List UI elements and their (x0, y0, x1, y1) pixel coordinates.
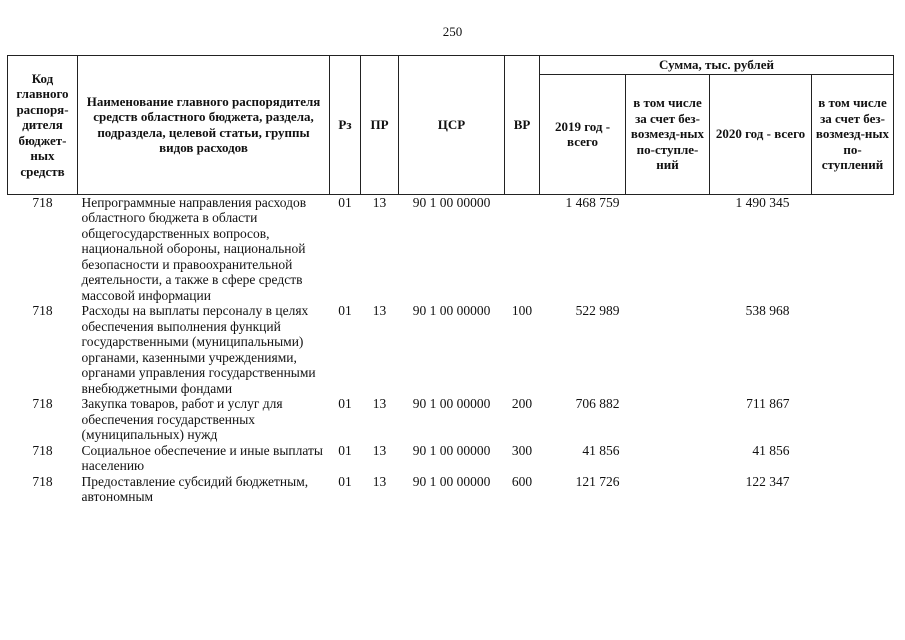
cell-vr: 200 (511, 396, 533, 411)
cell-rz: 01 (338, 303, 352, 318)
header-2019-free: в том числе за счет без-возмезд-ных по-ступле-ний (626, 74, 710, 194)
cell-sum-2020: 41 856 (752, 442, 790, 458)
cell-sum-2020: 711 867 (746, 396, 790, 411)
cell-pr: 13 (372, 396, 387, 411)
cell-rz: 01 (338, 396, 352, 411)
header-sum: Сумма, тыс. рублей (540, 56, 894, 75)
cell-csr: 90 1 00 00000 (412, 442, 491, 458)
cell-rz: 01 (338, 473, 352, 489)
cell-free-2020 (812, 303, 894, 396)
cell-free-2020 (812, 194, 894, 303)
cell-pr: 13 (372, 442, 387, 458)
cell-pr: 13 (372, 473, 387, 489)
cell-csr: 90 1 00 00000 (412, 194, 491, 210)
header-vr: ВР (505, 56, 540, 195)
cell-sum-2019: 121 726 (575, 473, 620, 489)
cell-vr: 600 (511, 473, 533, 489)
header-2019-total: 2019 год - всего (540, 74, 626, 194)
cell-pr: 13 (372, 303, 387, 318)
cell-code: 718 (32, 194, 53, 210)
cell-csr: 90 1 00 00000 (412, 396, 491, 411)
cell-name: Расходы на выплаты персоналу в целях обеспечения выполнения функций государственными (муниципальными) органами, казенными учреждениями, органами управления государственными внебюджетными фондами (81, 303, 316, 396)
cell-free-2020 (812, 474, 894, 505)
cell-sum-2019: 1 468 759 (565, 194, 620, 210)
cell-code: 718 (32, 473, 53, 489)
cell-sum-2020: 1 490 345 (735, 194, 790, 210)
cell-name: Предоставление субсидий бюджетным, автономным (81, 473, 309, 504)
cell-free-2020 (812, 443, 894, 474)
cell-sum-2019: 522 989 (575, 303, 620, 318)
cell-sum-2019: 706 882 (575, 396, 620, 411)
table-row (8, 443, 894, 474)
cell-name: Непрограммные направления расходов областного бюджета в области общегосударственных вопросов, национальной обороны, национальной безопасности и правоохранительной деятельности, а также в сфере средств массовой информации (81, 194, 307, 303)
budget-table (7, 55, 894, 505)
cell-vr (505, 194, 540, 303)
cell-sum-2019: 41 856 (582, 442, 620, 458)
header-rz: Рз (330, 56, 361, 195)
cell-free-2020 (812, 396, 894, 443)
cell-rz: 01 (338, 442, 352, 458)
header-code: Код главного распоря-дителя бюджет-ных средств (8, 56, 78, 195)
cell-code: 718 (32, 442, 53, 458)
table-row (8, 396, 894, 443)
table-row (8, 474, 894, 505)
cell-name: Закупка товаров, работ и услуг для обеспечения государственных (муниципальных) нужд (81, 396, 283, 442)
cell-free-2019 (626, 443, 710, 474)
cell-rz: 01 (338, 194, 352, 210)
header-2020-free: в том числе за счет без-возмезд-ных по-ступлений (812, 74, 894, 194)
table-row (8, 194, 894, 303)
cell-sum-2020: 538 968 (745, 303, 790, 318)
page-number: 250 (442, 24, 463, 39)
cell-code: 718 (32, 303, 53, 318)
header-csr: ЦСР (399, 56, 505, 195)
cell-free-2019 (626, 474, 710, 505)
cell-csr: 90 1 00 00000 (412, 303, 491, 318)
cell-name: Социальное обеспечение и иные выплаты населению (81, 442, 323, 473)
table-row (8, 303, 894, 396)
cell-vr: 100 (511, 303, 533, 318)
header-pr: ПР (361, 56, 399, 195)
cell-csr: 90 1 00 00000 (412, 473, 491, 489)
cell-code: 718 (32, 396, 53, 411)
cell-sum-2020: 122 347 (745, 473, 790, 489)
cell-free-2019 (626, 303, 710, 396)
cell-vr: 300 (511, 442, 533, 458)
header-2020-total: 2020 год - всего (710, 74, 812, 194)
header-name: Наименование главного распорядителя средств областного бюджета, раздела, подраздела, целевой статьи, группы видов расходов (78, 56, 330, 195)
cell-free-2019 (626, 396, 710, 443)
cell-pr: 13 (372, 194, 387, 210)
cell-free-2019 (626, 194, 710, 303)
